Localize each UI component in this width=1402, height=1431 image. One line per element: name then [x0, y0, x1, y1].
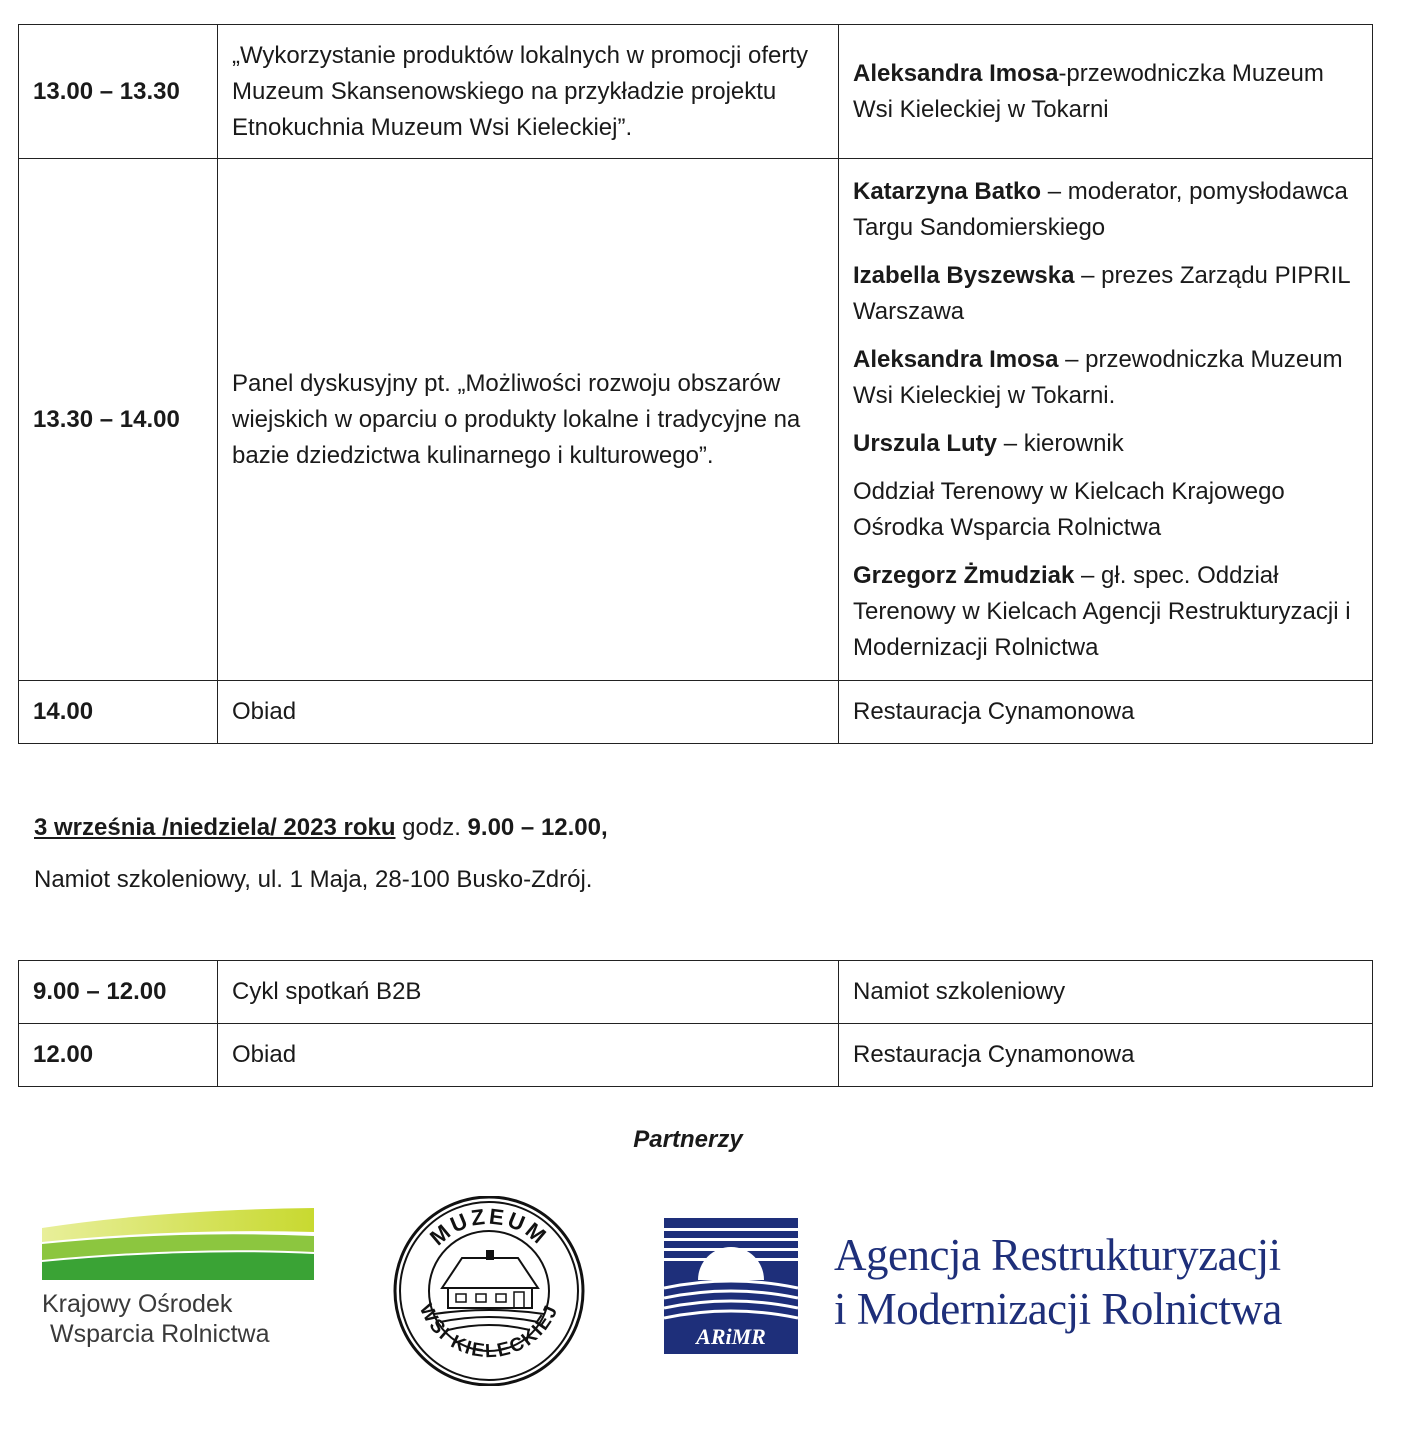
table-row [19, 1024, 1373, 1087]
speaker-entry [853, 474, 1358, 546]
muzeum-seal-icon [390, 1196, 588, 1386]
place-cell: Restauracja Cynamonowa [839, 1024, 1373, 1087]
day2-date-line [34, 810, 608, 846]
table-row [19, 961, 1373, 1024]
speaker-role: Oddział Terenowy w Kielcach Krajowego Ośrodka Wsparcia Rolnictwa [853, 477, 1285, 541]
kowr-line2: Wsparcia Rolnictwa [50, 1320, 270, 1348]
speaker-entry [853, 258, 1358, 330]
topic-cell: „Wykorzystanie produktów lokalnych w promocji oferty Muzeum Skansenowskiego na przykładzie projektu Etnokuchnia Muzeum Wsi Kieleckiej”. [218, 25, 839, 159]
speaker-name: Grzegorz Żmudziak [853, 561, 1075, 589]
day2-date: 3 września /niedziela/ 2023 roku [34, 814, 396, 841]
day2-godz: godz. [395, 814, 468, 841]
speaker-name: Katarzyna Batko [853, 177, 1042, 205]
arimr-badge-text: ARiMR [696, 1324, 766, 1349]
time-cell: 9.00 – 12.00 [19, 961, 218, 1024]
arimr-line2: i Modernizacji Rolnictwa [834, 1284, 1282, 1334]
arimr-sun-icon [664, 1218, 798, 1354]
speaker-entry [853, 426, 1358, 462]
time-cell: 14.00 [19, 681, 218, 744]
arimr-name [834, 1228, 1282, 1336]
place-cell: Restauracja Cynamonowa [839, 681, 1373, 744]
partners-heading [0, 1126, 1402, 1154]
speaker-role: – gł. spec. Oddział Terenowy w Kielcach Agencji Restrukturyzacji i Modernizacji Rolnictwa [853, 561, 1351, 661]
speaker-role: – przewodniczka Muzeum Wsi Kieleckiej w Tokarni. [853, 345, 1343, 409]
topic-cell: Cykl spotkań B2B [218, 961, 839, 1024]
day2-hours: 9.00 – 12.00 [467, 814, 601, 841]
time-cell: 13.00 – 13.30 [19, 25, 218, 159]
speaker-name: Urszula Luty [853, 429, 998, 457]
muzeum-top-text: MUZEUM [424, 1203, 554, 1251]
table-row [19, 159, 1373, 681]
speaker-entry [853, 342, 1358, 414]
schedule-table-day1 [18, 24, 1373, 744]
speaker-cell [839, 25, 1373, 159]
arimr-line1: Agencja Restrukturyzacji [834, 1230, 1281, 1280]
schedule-table-day2 [18, 960, 1373, 1087]
kowr-waves-icon [40, 1208, 320, 1288]
speaker-role: -przewodniczka Muzeum Wsi Kieleckiej w Tokarni [853, 59, 1324, 123]
time-cell: 12.00 [19, 1024, 218, 1087]
speaker-name: Aleksandra Imosa [853, 345, 1059, 373]
kowr-line1: Krajowy Ośrodek [42, 1290, 233, 1318]
speaker-name: Aleksandra Imosa [853, 59, 1059, 87]
table-row [19, 681, 1373, 744]
topic-cell: Panel dyskusyjny pt. „Możliwości rozwoju obszarów wiejskich w oparciu o produkty lokalne i tradycyjne na bazie dziedzictwa kulinarnego i kulturowego”. [218, 159, 839, 681]
kowr-logo [40, 1208, 320, 1358]
speakers-cell [839, 159, 1373, 681]
partners-heading-text: Partnerzy [633, 1126, 743, 1153]
speaker-entry [853, 558, 1358, 666]
day2-venue: Namiot szkoleniowy, ul. 1 Maja, 28-100 Busko-Zdrój. [34, 866, 593, 893]
speaker-role: – prezes Zarządu PIPRIL Warszawa [853, 261, 1350, 325]
arimr-logo [664, 1218, 798, 1354]
speaker-name: Izabella Byszewska [853, 261, 1075, 289]
table-row [19, 25, 1373, 159]
speaker-entry [853, 174, 1358, 246]
muzeum-bottom-text: WSI KIELECKIEJ [414, 1300, 563, 1363]
place-cell: Namiot szkoleniowy [839, 961, 1373, 1024]
speaker-role: – moderator, pomysłodawca Targu Sandomierskiego [853, 177, 1348, 241]
muzeum-logo [390, 1196, 588, 1386]
day2-comma: , [601, 814, 608, 841]
speaker-role: – kierownik [997, 429, 1124, 457]
topic-cell: Obiad [218, 1024, 839, 1087]
topic-cell: Obiad [218, 681, 839, 744]
time-cell: 13.30 – 14.00 [19, 159, 218, 681]
